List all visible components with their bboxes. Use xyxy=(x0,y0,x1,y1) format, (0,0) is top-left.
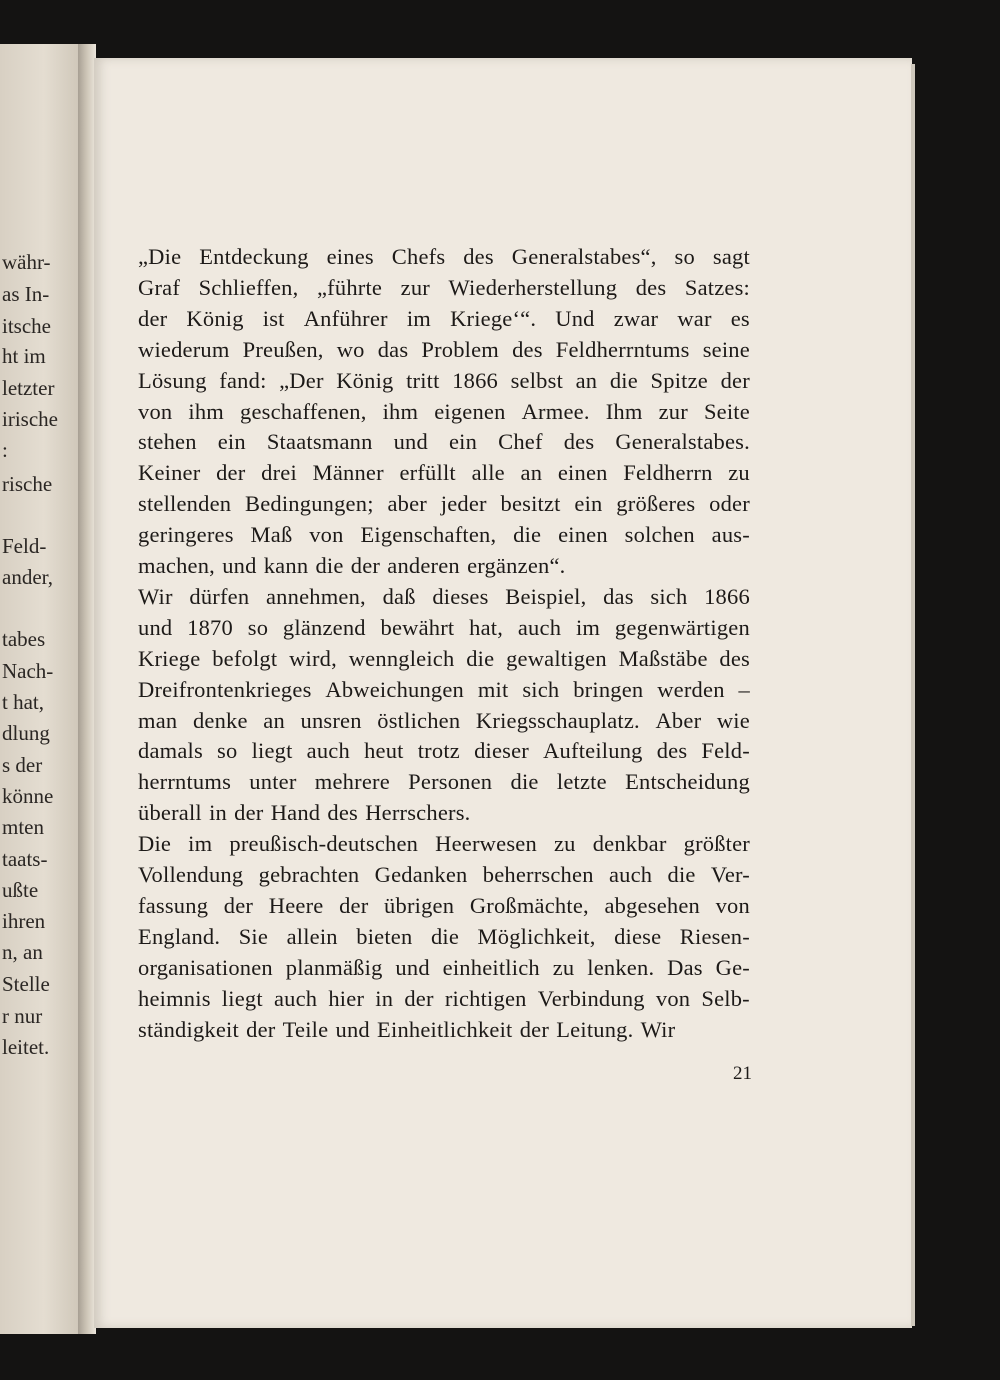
left-page-line: ihren xyxy=(2,909,46,933)
left-page-line: Nach- xyxy=(2,659,54,683)
body-text-line: Wir dürfen annehmen, daß dieses Beispiel, das sich 1866 xyxy=(138,583,750,609)
body-text-line: Keiner der drei Männer erfüllt alle an einen Feldherrn zu xyxy=(138,460,750,486)
left-page-line: irische xyxy=(2,407,58,431)
body-text-line: fassung der Heere der übrigen Großmächte, abgesehen von xyxy=(138,892,750,918)
left-page-line: itsche xyxy=(2,314,51,338)
body-text-line: überall in der Hand des Herrschers. xyxy=(138,800,471,826)
body-text-line: Vollendung gebrachten Gedanken beherrschen auch die Ver- xyxy=(138,862,750,887)
left-page-line: leitet. xyxy=(2,1035,50,1059)
body-text-line: Dreifrontenkrieges Abweichungen mit sich bringen werden – xyxy=(138,676,750,702)
body-text-line: wiederum Preußen, wo das Problem des Feldherrntums seine xyxy=(138,336,750,362)
body-text-line: organisationen planmäßig und einheitlich zu lenken. Das Ge- xyxy=(138,954,750,980)
left-page-line: dlung xyxy=(2,721,50,745)
left-page-line: r nur xyxy=(2,1004,43,1028)
left-page-line: taats- xyxy=(2,847,48,871)
left-page-line: as In- xyxy=(2,282,50,306)
left-page-line: t hat, xyxy=(2,690,44,714)
left-page-line: ußte xyxy=(2,878,39,902)
left-page-line: ht im xyxy=(2,344,46,368)
body-text-line: von ihm geschaffenen, ihm eigenen Armee. Ihm zur Seite xyxy=(138,398,750,424)
body-text-line: stehen ein Staatsmann und ein Chef des Generalstabes. xyxy=(138,429,750,455)
left-page-line: ander, xyxy=(2,565,54,589)
left-page xyxy=(0,44,80,1334)
left-page-line: letzter xyxy=(2,376,55,400)
body-text-line: der König ist Anführer im Kriege‘“. Und zwar war es xyxy=(138,305,750,331)
left-page-line: Feld- xyxy=(2,534,47,558)
page-number: 21 xyxy=(733,1063,752,1084)
body-text-line: machen, und kann die der anderen ergänzen“. xyxy=(138,553,566,578)
left-page-line: könne xyxy=(2,784,54,808)
left-page-line: tabes xyxy=(2,627,46,651)
page-edge xyxy=(911,64,915,1326)
body-text-line: damals so liegt auch heut trotz dieser Aufteilung des Feld- xyxy=(138,738,750,764)
left-page-line: n, an xyxy=(2,940,43,964)
body-text-line: ständigkeit der Teile und Einheitlichkeit der Leitung. Wir xyxy=(138,1016,676,1042)
body-text-line: Graf Schlieffen, „führte zur Wiederherstellung des Satzes: xyxy=(138,274,750,300)
body-text-line: herrntums unter mehrere Personen die letzte Entscheidung xyxy=(138,769,750,795)
body-text-line: Lösung fand: „Der König tritt 1866 selbst an die Spitze der xyxy=(138,367,750,393)
body-text-line: und 1870 so glänzend bewährt hat, auch im gegenwärtigen xyxy=(138,614,750,640)
left-page-line: : xyxy=(2,438,8,462)
body-text-line: man denke an unsren östlichen Kriegsschauplatz. Aber wie xyxy=(138,707,750,733)
body-text-line: heimnis liegt auch hier in der richtigen Verbindung von Selb- xyxy=(138,985,750,1011)
left-page-line: rische xyxy=(2,472,53,496)
body-text-line: England. Sie allein bieten die Möglichkeit, diese Riesen- xyxy=(138,923,750,949)
body-text-line: Kriege befolgt wird, wenngleich die gewaltigen Maßstäbe des xyxy=(138,645,750,671)
left-page-line: s der xyxy=(2,753,43,777)
body-text-line: stellenden Bedingungen; aber jeder besitzt ein größeres oder xyxy=(138,491,750,517)
body-text-line: Die im preußisch-deutschen Heerwesen zu denkbar größter xyxy=(138,831,750,857)
left-page-line: mten xyxy=(2,815,44,839)
left-page-line: Stelle xyxy=(2,972,50,996)
body-text-line: „Die Entdeckung eines Chefs des Generalstabes“, so sagt xyxy=(138,244,750,269)
body-text-line: geringeres Maß von Eigenschaften, die einen solchen aus- xyxy=(138,522,750,548)
left-page-line: währ- xyxy=(2,250,51,274)
